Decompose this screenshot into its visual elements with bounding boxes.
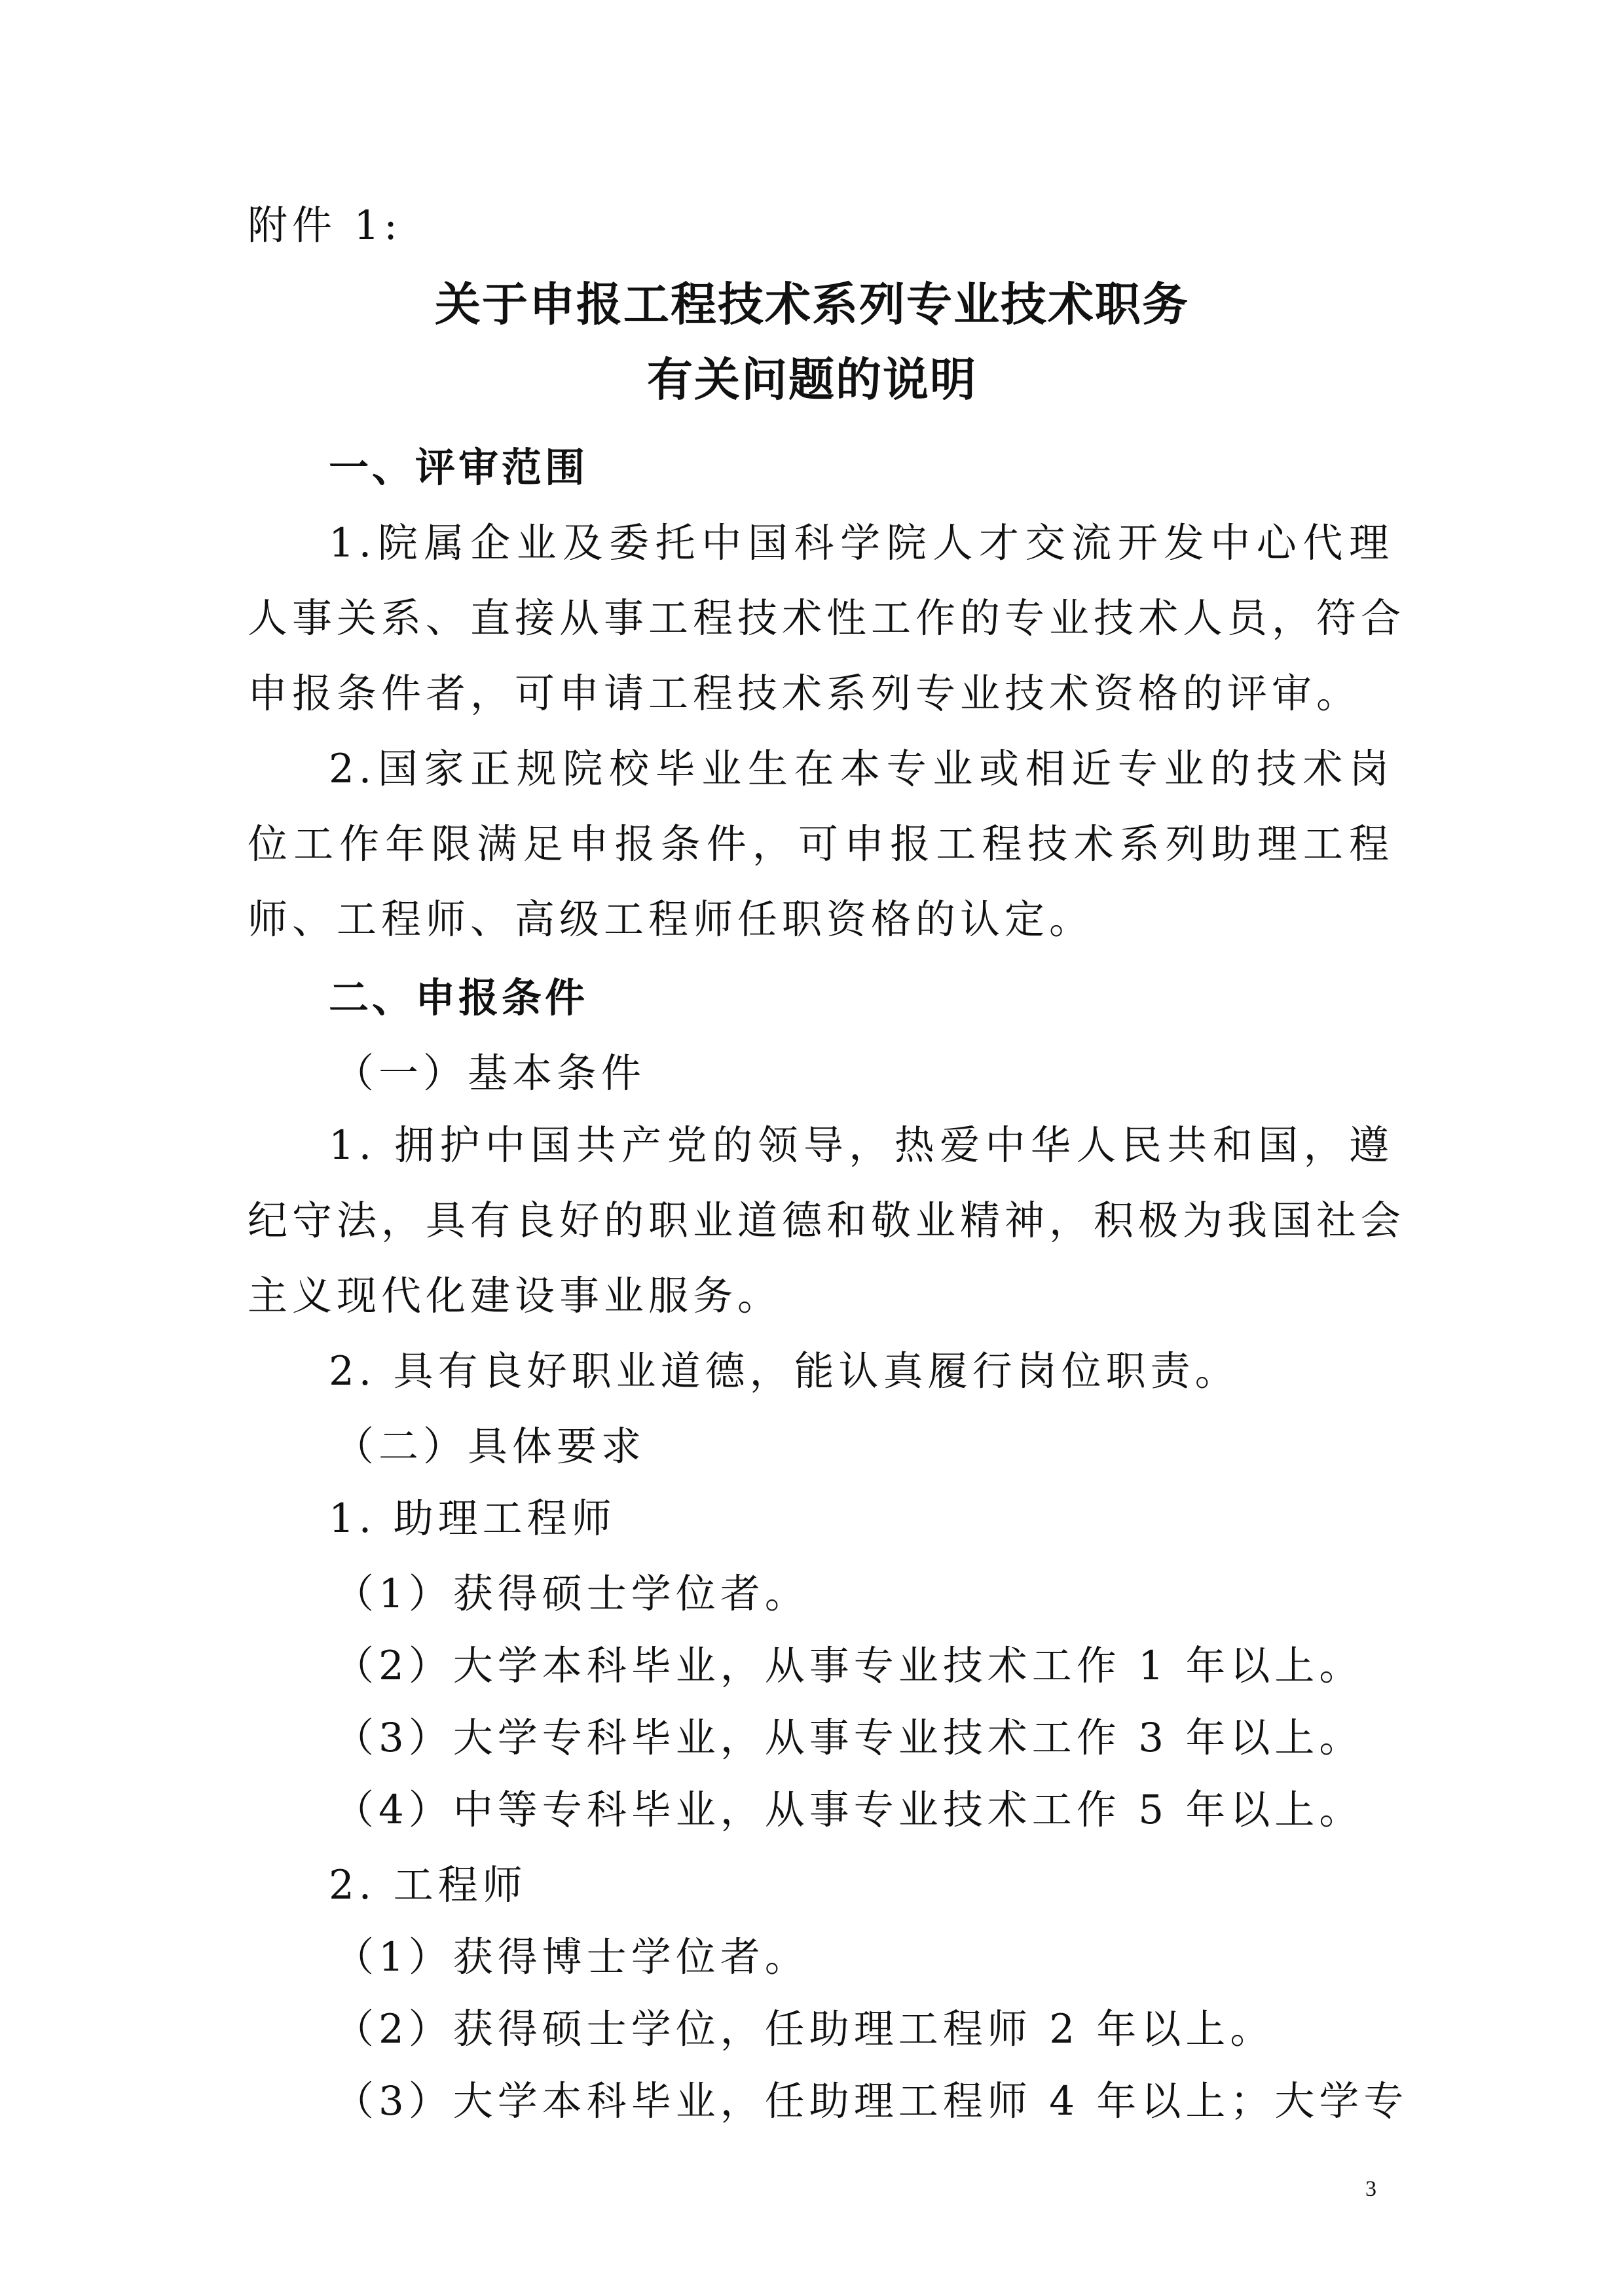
paragraph-line: 纪守法，具有良好的职业道德和敬业精神，积极为我国社会: [248, 1197, 1406, 1244]
subsection-heading-specific: （二）具体要求: [334, 1423, 646, 1470]
list-item: （2）获得硕士学位，任助理工程师 2 年以上。: [334, 2006, 1275, 2052]
document-title-line-2: 有关问题的说明: [647, 352, 977, 407]
list-item: （1）获得博士学位者。: [334, 1934, 809, 1980]
paragraph-line: 主义现代化建设事业服务。: [248, 1273, 783, 1319]
attachment-label: 附件 1:: [248, 202, 402, 249]
document-title-line-1: 关于申报工程技术系列专业技术职务: [435, 277, 1189, 331]
paragraph-line: 1.院属企业及委托中国科学院人才交流开发中心代理: [329, 520, 1393, 566]
paragraph-line: 人事关系、直接从事工程技术性工作的专业技术人员，符合: [248, 595, 1406, 642]
engineer-heading: 2. 工程师: [329, 1862, 527, 1908]
paragraph-line: 位工作年限满足申报条件，可申报工程技术系列助理工程: [248, 821, 1393, 867]
list-item: （3）大学本科毕业，任助理工程师 4 年以上；大学专: [334, 2078, 1409, 2124]
subsection-heading-basic: （一）基本条件: [334, 1050, 646, 1097]
list-item: （1）获得硕士学位者。: [334, 1571, 809, 1617]
paragraph-line: 1. 拥护中国共产党的领导，热爱中华人民共和国，遵: [329, 1122, 1393, 1169]
section-heading-scope: 一、评审范围: [329, 445, 589, 491]
list-item: （4）中等专科毕业，从事专业技术工作 5 年以上。: [334, 1787, 1364, 1833]
assistant-engineer-heading: 1. 助理工程师: [329, 1495, 616, 1542]
paragraph-line: 申报条件者，可申请工程技术系列专业技术资格的评审。: [248, 670, 1361, 717]
paragraph-line: 2.国家正规院校毕业生在本专业或相近专业的技术岗: [329, 746, 1393, 792]
list-item: （3）大学专科毕业，从事专业技术工作 3 年以上。: [334, 1715, 1364, 1761]
paragraph-line: 2. 具有良好职业道德，能认真履行岗位职责。: [329, 1348, 1240, 1394]
page-number: 3: [1365, 2177, 1376, 2201]
paragraph-line: 师、工程师、高级工程师任职资格的认定。: [248, 896, 1094, 943]
section-heading-conditions: 二、申报条件: [329, 975, 589, 1021]
list-item: （2）大学本科毕业，从事专业技术工作 1 年以上。: [334, 1643, 1364, 1689]
